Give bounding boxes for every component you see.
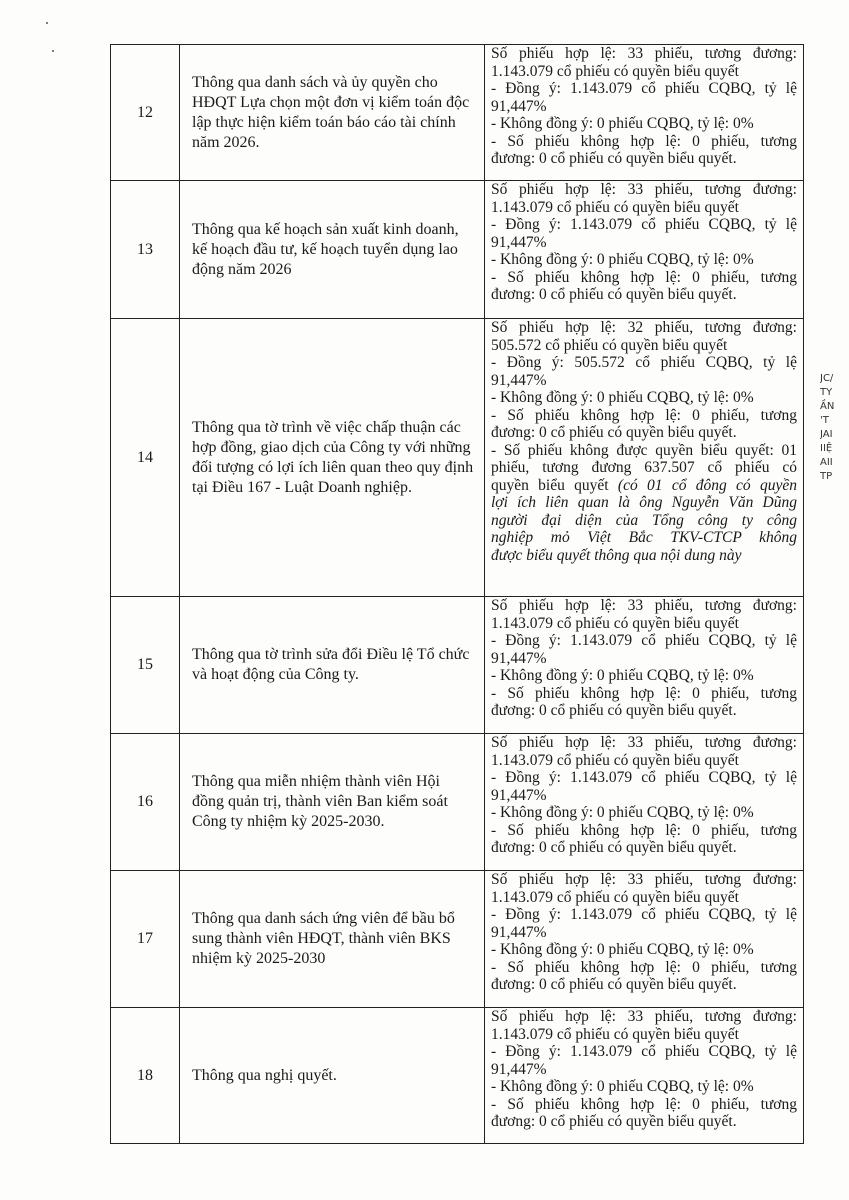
result-line: 1.143.079 cổ phiếu có quyền biểu quyết — [491, 1025, 739, 1043]
result-line: 91,447% — [491, 233, 547, 251]
result-line: Số phiếu hợp lệ: 33 phiếu, tương đương: — [491, 597, 797, 614]
voting-result — [485, 597, 804, 734]
agenda-item: Thông qua tờ trình sửa đổi Điều lệ Tổ chức và hoạt động của Công ty. — [180, 597, 485, 734]
result-line: đương: 0 cổ phiếu có quyền biểu quyết. — [491, 976, 737, 993]
stamp-fragment: ẦN — [820, 401, 835, 412]
result-line: Số phiếu hợp lệ: 33 phiếu, tương đương: — [491, 181, 797, 198]
result-line: Số phiếu hợp lệ: 33 phiếu, tương đương: — [491, 45, 797, 62]
stamp-fragment: JAI — [820, 429, 833, 440]
result-line: 91,447% — [491, 1060, 547, 1078]
result-line: - Không đồng ý: 0 phiếu CQBQ, tỷ lệ: 0% — [491, 941, 754, 958]
table-row — [111, 871, 804, 1008]
result-line: phiếu, tương đương 637.507 cổ phiếu có — [491, 459, 797, 476]
result-line: - Đồng ý: 1.143.079 cổ phiếu CQBQ, tỷ lệ — [491, 906, 797, 923]
result-line: - Số phiếu không được quyền biểu quyết: 01 — [491, 441, 797, 459]
agenda-item: Thông qua kế hoạch sản xuất kinh doanh, kế hoạch đầu tư, kế hoạch tuyển dụng lao động năm 2026 — [180, 181, 485, 319]
result-line: 505.572 cổ phiếu có quyền biểu quyết — [491, 336, 728, 354]
result-line: - Không đồng ý: 0 phiếu CQBQ, tỷ lệ: 0% — [491, 115, 754, 132]
result-line: - Đồng ý: 1.143.079 cổ phiếu CQBQ, tỷ lệ — [491, 632, 797, 649]
result-line: - Số phiếu không hợp lệ: 0 phiếu, tương — [491, 684, 797, 702]
table-row — [111, 319, 804, 597]
stamp-fragment: 'T — [820, 415, 829, 426]
result-line: Số phiếu hợp lệ: 33 phiếu, tương đương: — [491, 1008, 797, 1025]
result-line: nghiệp mỏ Việt Bắc TKV-CTCP không — [491, 529, 797, 546]
table-row — [111, 181, 804, 319]
result-line: 91,447% — [491, 923, 547, 941]
agenda-item: Thông qua nghị quyết. — [180, 1008, 485, 1144]
result-line: đương: 0 cổ phiếu có quyền biểu quyết. — [491, 839, 737, 856]
row-number: 12 — [111, 45, 180, 181]
result-line: 1.143.079 cổ phiếu có quyền biểu quyết — [491, 62, 739, 80]
result-line: - Đồng ý: 1.143.079 cổ phiếu CQBQ, tỷ lệ — [491, 1043, 797, 1060]
stamp-fragment: TP — [820, 471, 833, 482]
cut-off-stamp-text — [820, 372, 849, 484]
result-line: - Đồng ý: 1.143.079 cổ phiếu CQBQ, tỷ lệ — [491, 769, 797, 786]
table-row — [111, 1008, 804, 1144]
row-number: 17 — [111, 871, 180, 1008]
result-line: quyền biểu quyết (có 01 cổ đông có quyền — [491, 476, 797, 494]
result-line: - Không đồng ý: 0 phiếu CQBQ, tỷ lệ: 0% — [491, 389, 754, 406]
result-line: 91,447% — [491, 371, 547, 389]
result-line: - Số phiếu không hợp lệ: 0 phiếu, tương — [491, 406, 797, 424]
result-line: đương: 0 cổ phiếu có quyền biểu quyết. — [491, 1113, 737, 1130]
result-line: người đại diện của Tổng công ty công — [491, 511, 797, 529]
result-line: 91,447% — [491, 786, 547, 804]
row-number: 16 — [111, 734, 180, 871]
result-line: lợi ích liên quan là ông Nguyễn Văn Dũng — [491, 494, 797, 511]
voting-result — [485, 1008, 804, 1144]
agenda-item: Thông qua danh sách ứng viên để bầu bổ sung thành viên HĐQT, thành viên BKS nhiệm kỳ 2025-2030 — [180, 871, 485, 1008]
table-row — [111, 734, 804, 871]
stamp-fragment: AII — [820, 457, 833, 468]
voting-result — [485, 45, 804, 181]
result-line: đương: 0 cổ phiếu có quyền biểu quyết. — [491, 702, 737, 719]
result-line: 91,447% — [491, 97, 547, 115]
result-line: 1.143.079 cổ phiếu có quyền biểu quyết — [491, 751, 739, 769]
voting-result — [485, 871, 804, 1008]
table-body — [111, 45, 804, 1144]
result-line: Số phiếu hợp lệ: 32 phiếu, tương đương: — [491, 319, 797, 336]
row-number: 18 — [111, 1008, 180, 1144]
stamp-fragment: TY — [820, 387, 833, 398]
result-line: được biểu quyết thông qua nội dung này — [491, 546, 742, 564]
result-line: đương: 0 cổ phiếu có quyền biểu quyết. — [491, 286, 737, 303]
result-line: đương: 0 cổ phiếu có quyền biểu quyết. — [491, 424, 737, 441]
stamp-fragment: IIỆ — [820, 443, 833, 454]
agenda-item: Thông qua danh sách và ủy quyền cho HĐQT Lựa chọn một đơn vị kiểm toán độc lập thực hiện kiểm toán báo cáo tài chính năm 2026. — [180, 45, 485, 181]
result-line: 91,447% — [491, 649, 547, 667]
stamp-fragment: JC/ — [820, 373, 834, 384]
result-line: - Không đồng ý: 0 phiếu CQBQ, tỷ lệ: 0% — [491, 667, 754, 684]
result-line: 1.143.079 cổ phiếu có quyền biểu quyết — [491, 888, 739, 906]
row-number: 15 — [111, 597, 180, 734]
result-line: - Số phiếu không hợp lệ: 0 phiếu, tương — [491, 268, 797, 286]
agenda-item: Thông qua miễn nhiệm thành viên Hội đồng quản trị, thành viên Ban kiểm soát Công ty nhiệm kỳ 2025-2030. — [180, 734, 485, 871]
voting-result — [485, 734, 804, 871]
row-number: 14 — [111, 319, 180, 597]
result-line: - Không đồng ý: 0 phiếu CQBQ, tỷ lệ: 0% — [491, 804, 754, 821]
table-row — [111, 45, 804, 181]
voting-results-table — [110, 44, 804, 1144]
result-line: 1.143.079 cổ phiếu có quyền biểu quyết — [491, 198, 739, 216]
result-line: - Không đồng ý: 0 phiếu CQBQ, tỷ lệ: 0% — [491, 251, 754, 268]
table-row — [111, 597, 804, 734]
agenda-item: Thông qua tờ trình về việc chấp thuận các hợp đồng, giao dịch của Công ty với những đối tượng có lợi ích liên quan theo quy định tại Điều 167 - Luật Doanh nghiệp. — [180, 319, 485, 597]
result-line: đương: 0 cổ phiếu có quyền biểu quyết. — [491, 150, 737, 167]
result-line: - Đồng ý: 505.572 cổ phiếu CQBQ, tỷ lệ — [491, 354, 797, 371]
result-line: Số phiếu hợp lệ: 33 phiếu, tương đương: — [491, 871, 797, 888]
result-line: - Không đồng ý: 0 phiếu CQBQ, tỷ lệ: 0% — [491, 1078, 754, 1095]
result-line: - Đồng ý: 1.143.079 cổ phiếu CQBQ, tỷ lệ — [491, 216, 797, 233]
scan-speck — [46, 22, 48, 24]
result-line: - Số phiếu không hợp lệ: 0 phiếu, tương — [491, 1095, 797, 1113]
result-line: 1.143.079 cổ phiếu có quyền biểu quyết — [491, 614, 739, 632]
voting-result — [485, 319, 804, 597]
scan-speck — [52, 50, 54, 52]
voting-result — [485, 181, 804, 319]
result-line: - Số phiếu không hợp lệ: 0 phiếu, tương — [491, 132, 797, 150]
result-line: - Số phiếu không hợp lệ: 0 phiếu, tương — [491, 958, 797, 976]
result-line: - Số phiếu không hợp lệ: 0 phiếu, tương — [491, 821, 797, 839]
row-number: 13 — [111, 181, 180, 319]
result-line: Số phiếu hợp lệ: 33 phiếu, tương đương: — [491, 734, 797, 751]
result-line: - Đồng ý: 1.143.079 cổ phiếu CQBQ, tỷ lệ — [491, 80, 797, 97]
